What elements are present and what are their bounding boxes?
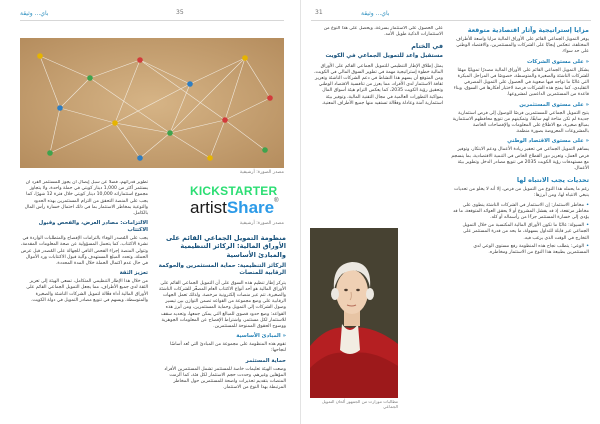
challenge-item-text: مخاطر الاستثمار: إن الاستثمار في الشركات الناشئة ينطوي على مخاطر مرتفعة، إذ قد يفشل المشروع أو لا يحقق العوائد المتوقعة، ما قد يؤدي إلى خسارة المستثمر جزءًا من رأسماله أو كله.: [453, 202, 589, 221]
artistshare-logo-part1: artist: [190, 198, 227, 217]
economy-heading-text: على مستوى الاقتصاد الوطني: [507, 138, 584, 145]
advantages-title: مزايا إستراتيجية وآثار اقتصادية متوقعة: [467, 26, 589, 34]
registered-mark: ®: [274, 198, 279, 204]
investor-protection-heading: حماية المستثمر: [245, 357, 286, 364]
left-page-right-column: [156, 234, 286, 416]
challenge-item-text: السيولة: غالبًا ما تكون الأوراق المالية المكتسبة من خلال التمويل الجماعي غير قابلة للتداول بسهولة، ما يحد من قدرة المستثمر على التخارج في الوقت الذي يرغب فيه.: [462, 223, 589, 241]
advantages-intro: يوفر التمويل الجماعي القائم على الأوراق المالية مزايا واسعة للأطراف المختلفة، تنعكس إيجابًا على الشركات والمستثمرين، والاقتصاد الوطني على حد سواء.: [456, 37, 589, 55]
companies-paragraph: يشكل التمويل الجماعي القائم على الأوراق المالية مصدرًا تمويليًا مهمًا للشركات الناشئة والصغيرة والمتوسطة، خصوصًا في المراحل المبكرة التي غالبًا ما تواجه فيها صعوبة في الحصول على التمويل المصرفي التقليدي، كما يمنح هذه الشركات فرصة لاختبار أفكارها في السوق، وبناء قاعدة من المستثمرين الداعمين لمشروعها.: [453, 67, 589, 98]
companies-heading-text: على مستوى الشركات: [527, 58, 584, 65]
kickstarter-logo: KICKSTARTER: [190, 184, 278, 198]
conclusion-subheading: مستقبل واعد للتمويل الجماعي في الكويت: [325, 53, 443, 60]
body-paragraph: على الحصول على الاستثمار بسرعة، ويحصل على هذا النوع من الاستثمارات الذكية طويل الأمد.: [323, 26, 443, 38]
investors-heading: [451, 102, 589, 109]
principles-heading: [156, 333, 286, 340]
crowdfunding-logos: [182, 184, 284, 230]
bullet-icon: •: [586, 243, 589, 249]
investors-heading-text: على مستوى المستثمرين: [519, 101, 584, 108]
logos-caption: مصدر الصورة: أرشيفية: [239, 221, 284, 226]
bullet-icon: •: [586, 202, 589, 208]
challenge-item: [451, 203, 589, 222]
challenges-intro: رغم ما يحمله هذا النوع من التمويل من فرص، إلا أنه لا يخلو من تحديات ينبغي الانتباه لها، ومن أبرزها:: [454, 187, 589, 199]
arrow-icon: «: [585, 101, 589, 108]
bullet-icon: •: [586, 223, 589, 229]
principles-heading-text: المبادئ الأساسية: [236, 333, 281, 340]
body-paragraph: تطوير قدراتهم، فضلًا عن سبل إيصال أن يجوز للمستثمر الفرد أن يستثمر أكثر من 1,000 دينار كويتي في حملة واحدة، ولا يتجاوز مجموع استثماراته 10,000 دينار كويتي خلال فترة 12 شهرًا، كما يجب على المنصة التحقق من التزام المستثمرين بهذه الحدود والتوعية بمخاطر الاستثمار بما في ذلك احتمال خسارة رأس المال بالكامل.: [24, 180, 148, 217]
investors-paragraph: يتيح التمويل الجماعي للمستثمرين فرصًا للوصول إلى فرص استثمارية جديدة لم تكن متاحة لهم سابقًا، وتمكينهم من تنويع محافظهم الاستثمارية بمبالغ صغيرة، مع الاطلاع على المعلومات والإفصاحات الخاصة بالمشروعات المعروضة بصورة منظمة.: [452, 110, 589, 135]
right-header-rule: [311, 20, 591, 21]
challenges-title: تحديات يجب الانتباه لها: [516, 176, 589, 185]
right-page-left-column: [311, 26, 443, 222]
companies-heading: [451, 59, 589, 66]
challenge-item: [451, 223, 589, 242]
economy-paragraph: يساهم التمويل الجماعي في تحفيز ريادة الأعمال ودعم الابتكار، وتوفير فرص العمل، وتعزيز دور القطاع الخاص في التنمية الاقتصادية، بما ينسجم مع مستهدفات رؤية الكويت 2035 في تنويع مصادر الدخل وتطوير بيئة الأعمال.: [451, 147, 589, 172]
network-photo: [20, 38, 284, 168]
portrait-illustration: [310, 228, 398, 398]
left-header-rule: [20, 20, 284, 21]
economy-heading: [451, 138, 589, 145]
arrow-icon: «: [585, 58, 589, 65]
body-paragraph: يتركز إطار تنظيم هذه السوق على أن التمويل الجماعي القائم على الأوراق المالية هو أحد أنواع الاكتتاب العام المصغّر للشركات الناشئة والصغيرة، تتم عبر منصات إلكترونية مرخصة. ولذلك تعمل الجهات الرقابية على وضع مجموعة من القواعد تضمن التوازن بين تيسير وصول الشركات إلى التمويل وحماية المستثمرين، ومن أبرز هذه القواعد: وضع حدود قصوى للمبالغ التي يمكن جمعها، وتحديد سقف للاستثمار لكل مستثمر، واشتراط الإفصاح عن المعلومات الجوهرية ووضوح الحقوق الممنوحة للمستثمرين.: [159, 280, 286, 330]
principles-paragraph: تقوم هذه المنظومة على مجموعة من المبادئ التي تُعد أساسًا لنجاحها:: [169, 342, 286, 354]
network-photo-caption: مصدر الصورة: أرشيفية: [239, 170, 284, 175]
left-header-logo: باي... وثيقة: [20, 10, 49, 17]
conclusion-heading: في الختام: [411, 42, 443, 51]
challenge-item: [451, 244, 589, 256]
right-page-number: 31: [315, 9, 323, 16]
investor-protection-paragraph: وضعت الهيئة تعليمات خاصة للمستثمر تشمل المستثمرين الأفراد المؤهلين وغيرهم، وحددت حجم الاستثمار لكل فئة، كما ألزمت المنصات بتقديم تحذيرات واضحة للمستثمرين حول المخاطر المرتبطة بهذا النوع من الاستثمار.: [164, 366, 286, 391]
artistshare-logo-part2: Share: [226, 198, 275, 217]
obligations-heading: الالتزامات: مصادر العرض، والفحص وقبول الاكتتاب: [38, 220, 148, 234]
artistshare-logo: [190, 198, 279, 218]
challenge-item-text: الوعي: يتطلب نجاح هذه المنظومة رفع مستوى الوعي لدى المستثمرين بطبيعة هذا النوع من الاستثمار ومخاطره.: [473, 243, 589, 256]
right-header-logo: باي... وثيقة: [361, 10, 390, 17]
arrow-icon: «: [282, 333, 286, 340]
conclusion-paragraph: يمثل إطلاق الإطار التنظيمي للتمويل الجماعي القائم على الأوراق المالية خطوة إستراتيجية مهمة في تطوير السوق المالي في الكويت، ومن المتوقع أن يسهم هذا النشاط في دعم الشركات الناشئة وتعزيز ثقافة الاستثمار لدى الأفراد، مما يعزز من تنافسية الاقتصاد الوطني وتحقيق رؤية الكويت 2035، كما يعكس التزام هيئة أسواق المال بمواكبة التطورات العالمية في مجال التقنية المالية، وتوفير بيئة استثمارية آمنة وعادلة وفعّالة تستفيد منها جميع الأطراف المعنية.: [314, 63, 443, 106]
section-title: منظومة التمويل الجماعي القائم على الأوراق المالية: الركائز التنظيمية والمبادئ الأساسية: [166, 234, 286, 259]
trust-paragraph: من خلال هذا الإطار التنظيمي المتكامل، تسعى الهيئة إلى تعزيز الثقة لدى جميع الأطراف، مما يجعل التمويل الجماعي القائم على الأوراق المالية أداة فعّالة لتمويل الشركات الناشئة والصغيرة والمتوسطة، ويسهم في تنويع مصادر التمويل في دولة الكويت.: [26, 279, 148, 303]
left-page-number: 35: [176, 9, 184, 16]
obligations-paragraph: يجب على المُصدر الوفاء بالتزامات الإفصاح والمتطلبات الواردة في نشرة الاكتتاب، كما يتحمل المسؤولية عن صحة المعلومات المقدمة، وتتولى المنصة إجراء الفحص النافي للجهالة على المُصدر قبل عرض الحملة، وتحدد المبلغ المستهدف وآلية قبول الاكتتابات ورد الأموال في حال عدم اكتمال الحملة خلال المدة المحددة.: [20, 236, 148, 267]
trust-heading: تعزيز الثقة: [119, 270, 148, 277]
left-page-left-column: [20, 180, 148, 416]
network-illustration: [20, 38, 284, 168]
arrow-icon: «: [585, 138, 589, 145]
right-page-right-column: [451, 26, 589, 418]
section-subtitle: الركائز التنظيمية: حماية المستثمرين والحوكمة الرقابية للمنصات: [158, 263, 286, 277]
portrait-caption: مطالبات موزارت من الجمهور ألحان التمويل الجماعي: [321, 399, 398, 409]
mozart-portrait: [310, 228, 398, 398]
